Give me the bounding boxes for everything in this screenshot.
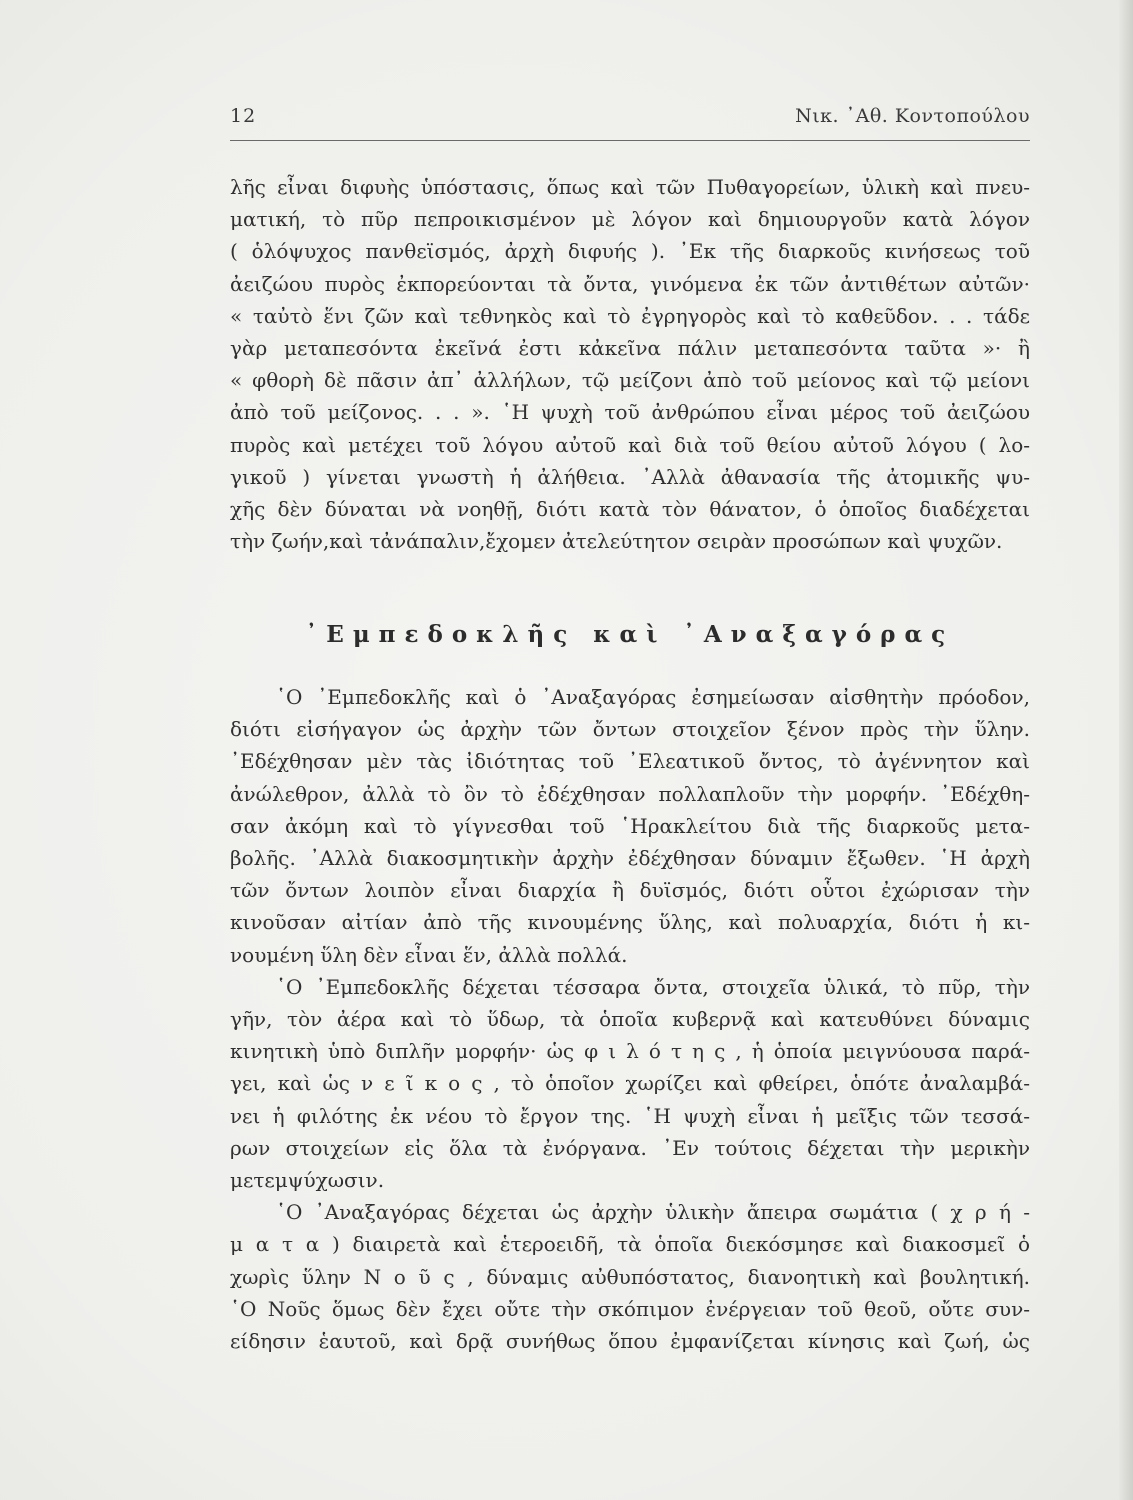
page-header	[230, 105, 1030, 135]
text-line: λῆς εἶναι διφυὴς ὑπόστασις, ὅπως καὶ τῶν Πυθαγορείων, ὑλικὴ καὶ πνευ-	[230, 175, 1030, 199]
text-line: « φθορὴ δὲ πᾶσιν ἀπ᾿ ἀλλήλων, τῷ μείζονι ἀπὸ τοῦ μείονος καὶ τῷ μείονι	[230, 368, 1030, 393]
text-line: χωρὶς ὕλην Ν ο ῦ ς , δύναμις αὐθυπόστατος, διανοητικὴ καὶ βουλητική.	[230, 1264, 1030, 1289]
text-line: νει ἡ φιλότης ἐκ νέου τὸ ἔργον της. ῾Η ψυχὴ εἶναι ἡ μεῖξις τῶν τεσσά-	[230, 1103, 1030, 1128]
text-line: ᾿Εδέχθησαν μὲν τὰς ἰδιότητας τοῦ ᾿Ελεατικοῦ ὄντος, τὸ ἀγέννητον καὶ	[230, 749, 1030, 774]
text-line: ἀπὸ τοῦ μείζονος. . . ». ῾Η ψυχὴ τοῦ ἀνθρώπου εἶναι μέρος τοῦ ἀειζώου	[230, 400, 1030, 425]
text-line: γῆν, τὸν ἀέρα καὶ τὸ ὕδωρ, τὰ ὁποῖα κυβερνᾷ καὶ κατευθύνει δύναμις	[230, 1007, 1030, 1032]
text-line: μετεμψύχωσιν.	[230, 1168, 385, 1193]
text-line: βολῆς. ᾿Αλλὰ διακοσμητικὴν ἀρχὴν ἐδέχθησαν δύναμιν ἔξωθεν. ῾Η ἀρχὴ	[230, 846, 1030, 871]
text-line: « ταὐτὸ ἕνι ζῶν καὶ τεθνηκὸς καὶ τὸ ἐγρηγορὸς καὶ τὸ καθεῦδον. . . τάδε	[230, 303, 1030, 328]
text-line: γει, καὶ ὡς ν ε ῖ κ ο ς , τὸ ὁποῖον χωρίζει καὶ φθείρει, ὁπότε ἀναλαμβά-	[230, 1071, 1030, 1096]
text-line: ἀνώλεθρον, ἀλλὰ τὸ ὂν τὸ ἐδέχθησαν πολλαπλοῦν τὴν μορφήν. ᾿Εδέχθη-	[230, 781, 1030, 806]
text-line: ματική, τὸ πῦρ πεπροικισμένον μὲ λόγον καὶ δημιουργοῦν κατὰ λόγον	[230, 207, 1030, 232]
text-line: ῾Ο Νοῦς ὅμως δὲν ἔχει οὔτε τὴν σκόπιμον ἐνέργειαν τοῦ θεοῦ, οὔτε συν-	[230, 1296, 1030, 1321]
intro-paragraph	[230, 171, 1030, 557]
running-head: Νικ. ᾿Αθ. Κοντοπούλου	[795, 105, 1030, 127]
text-line: ῾Ο ᾿Εμπεδοκλῆς δέχεται τέσσαρα ὄντα, στοιχεῖα ὑλικά, τὸ πῦρ, τὴν	[276, 974, 1030, 999]
text-line: ῾Ο ᾿Αναξαγόρας δέχεται ὡς ἀρχὴν ὑλικὴν ἄπειρα σωμάτια ( χ ρ ή -	[276, 1200, 1030, 1225]
text-line: τὴν ζωήν,καὶ τἀνάπαλιν,ἔχομεν ἀτελεύτητον σειρὰν προσώπων καὶ ψυχῶν.	[230, 529, 1003, 554]
text-line: ρων στοιχείων εἰς ὅλα τὰ ἐνόργανα. ᾿Εν τούτοις δέχεται τὴν μερικὴν	[230, 1135, 1030, 1160]
text-line: κινοῦσαν αἰτίαν ἀπὸ τῆς κινουμένης ὕλης, καὶ πολυαρχία, διότι ἡ κι-	[230, 910, 1030, 935]
text-line: είδησιν ἑαυτοῦ, καὶ δρᾷ συνήθως ὅπου ἐμφανίζεται κίνησις καὶ ζωή, ὡς	[230, 1329, 1030, 1354]
text-line: κινητικὴ ὑπὸ διπλῆν μορφήν· ὡς φ ι λ ό τ η ς , ἡ ὁποία μειγνύουσα παρά-	[230, 1039, 1030, 1064]
text-line: ἀειζώου πυρὸς ἐκπορεύονται τὰ ὄντα, γινόμενα ἐκ τῶν ἀντιθέτων αὐτῶν·	[230, 271, 1030, 296]
page-edge-shadow	[1119, 0, 1133, 1500]
text-line: τῶν ὄντων λοιπὸν εἶναι διαρχία ἢ δυϊσμός, διότι οὗτοι ἐχώρισαν τὴν	[230, 878, 1030, 903]
text-line: γὰρ μεταπεσόντα ἐκεῖνά ἐστι κἀκεῖνα πάλιν μεταπεσόντα ταῦτα »· ἢ	[230, 336, 1030, 361]
text-line: πυρὸς καὶ μετέχει τοῦ λόγου αὐτοῦ καὶ διὰ τοῦ θείου αὐτοῦ λόγου ( λο-	[230, 432, 1030, 457]
page-number: 12	[230, 105, 257, 127]
text-line: διότι εἰσήγαγον ὡς ἀρχὴν τῶν ὄντων στοιχεῖον ξένον πρὸς τὴν ὕλην.	[230, 717, 1030, 742]
text-line: γικοῦ ) γίνεται γνωστὴ ἡ ἀλήθεια. ᾿Αλλὰ ἀθανασία τῆς ἀτομικῆς ψυ-	[230, 464, 1030, 489]
text-line: σαν ἀκόμη καὶ τὸ γίγνεσθαι τοῦ ῾Ηρακλείτου διὰ τῆς διαρκοῦς μετα-	[230, 813, 1030, 838]
text-line: μ α τ α ) διαιρετὰ καὶ ἑτεροειδῆ, τὰ ὁποῖα διεκόσμησε καὶ διακοσμεῖ ὁ	[230, 1232, 1030, 1257]
text-line: ( ὁλόψυχος πανθεϊσμός, ἀρχὴ διφυής ). ᾿Εκ τῆς διαρκοῦς κινήσεως τοῦ	[230, 239, 1030, 264]
text-line: ῾Ο ᾿Εμπεδοκλῆς καὶ ὁ ᾿Αναξαγόρας ἐσημείωσαν αἰσθητὴν πρόοδον,	[276, 685, 1030, 709]
section-body	[230, 681, 1030, 1357]
header-rule	[230, 140, 1030, 141]
section-heading: ᾿Εμπεδοκλῆς καὶ ᾿Αναξαγόρας	[305, 621, 955, 648]
text-line: νουμένη ὕλη δὲν εἶναι ἕν, ἀλλὰ πολλά.	[230, 942, 628, 967]
text-line: χῆς δὲν δύναται νὰ νοηθῇ, διότι κατὰ τὸν θάνατον, ὁ ὁποῖος διαδέχεται	[230, 497, 1030, 522]
